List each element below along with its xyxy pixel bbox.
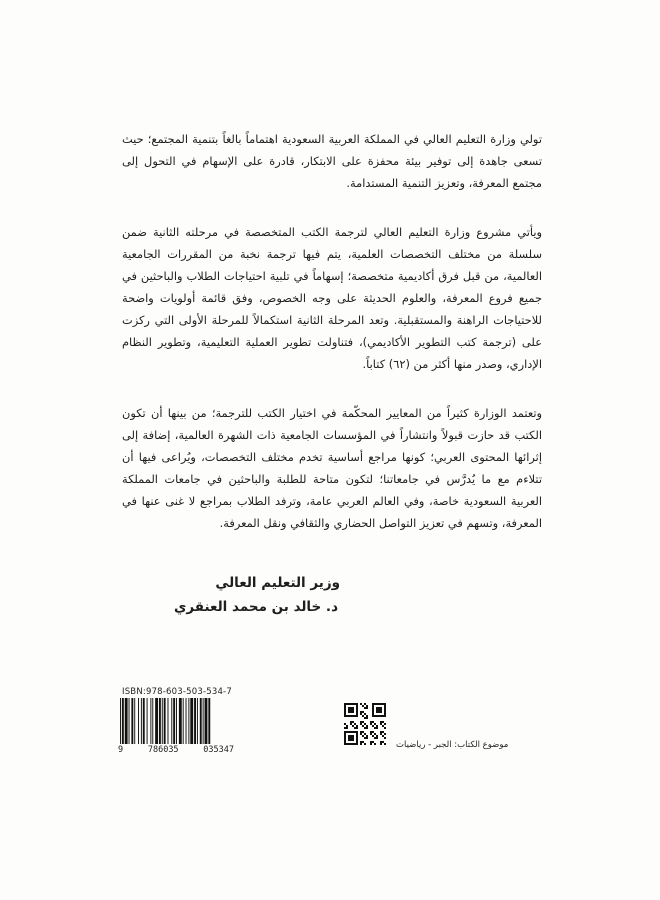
criteria-paragraph: وتعتمد الوزارة كثيراً من المعايير المحكّمة في اختيار الكتب للترجمة؛ من بينها أن تكون الكتب قد حازت قبولاً وانتشاراً في المؤسسات الجامعية ذات الشهرة العالمية، إضافة إلى إثرائها المحتوى العربي؛ كونها مراجع أساسية تخدم مختلف التخصصات، ويُراعى فيها أن تتلاءم مع ما يُدرَّس في جامعاتنا؛ لتكون متاحة للطلبة والباحثين في جامعات المملكة العربية السعودية خاصة، وفي العالم العربي عامة، وترفد الطلاب بمراجع لا غنى عنها في المعرفة، وتسهم في تعزيز التواصل الحضاري والثقافي ونقل المعرفة. <box>122 406 542 530</box>
book-subject-line: موضوع الكتاب: الجبر - رياضيات <box>396 740 509 750</box>
isbn-digit-group: 786035 <box>147 745 179 755</box>
isbn-digit-group: 035347 <box>203 745 234 755</box>
barcode-icon <box>118 698 234 744</box>
project-paragraph: ويأتي مشروع وزارة التعليم العالي لترجمة الكتب المتخصصة في مرحلته الثانية ضمن سلسلة من مختلف التخصصات العلمية، يتم فيها ترجمة نخبة من المقررات الجامعية العالمية، من قبل فرق أكاديمية متخصصة؛ إسهاماً في تلبية احتياجات الطلاب والباحثين في جميع فروع المعرفة، والعلوم الحديثة على وجه الخصوص، وفق قائمة أولويات واضحة للاحتياجات الراهنة والمستقبلية. وتعد المرحلة الثانية استكمالاً للمرحلة الأولى التي ركزت على (ترجمة كتب التطوير الأكاديمي)، فتناولت تطوير العملية التعليمية، وتطوير النظام الإداري، وصدر منها أكثر من (٦٢) كتاباً. <box>122 225 542 371</box>
intro-paragraph: تولي وزارة التعليم العالي في المملكة العربية السعودية اهتماماً بالغاً بتنمية المجتمع؛ حيث تسعى جاهدة إلى توفير بيئة محفزة على الابتكار، قادرة على الإسهام في التحول إلى مجتمع المعرفة، وتعزيز التنمية المستدامة. <box>122 132 542 190</box>
isbn-digit-group: 9 <box>118 745 124 755</box>
signature-title: وزير التعليم العالي <box>215 575 340 591</box>
isbn-digits <box>118 745 234 755</box>
qr-code-icon <box>344 703 386 745</box>
isbn-label: ISBN:978-603-503-534-7 <box>122 687 232 697</box>
signature-name: د. خالد بن محمد العنقري <box>174 599 338 615</box>
